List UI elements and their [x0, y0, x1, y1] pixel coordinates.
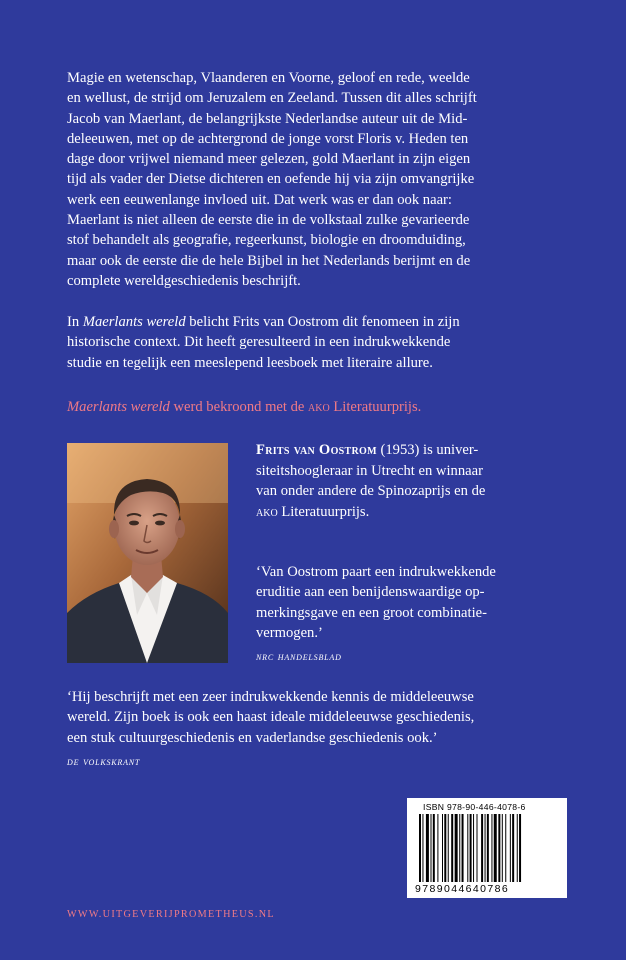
- description-line: werk een eeuwenlange invloed uit. Dat werk was er dan ook naar:: [67, 191, 452, 208]
- description-line: deleeuwen, met op de achtergrond de jonge vorst Floris v. Heden ten: [67, 130, 469, 147]
- description-line: stof behandelt als geografie, regeerkunst, biologie en droomduiding,: [67, 232, 466, 249]
- barcode-number: 9789044640786: [415, 883, 510, 895]
- context-prefix: In: [67, 314, 83, 330]
- description-paragraph: [67, 68, 567, 291]
- quote-line: vermogen.’: [256, 624, 323, 641]
- bio-rest: Literatuurprijs.: [277, 503, 370, 520]
- barcode-bar: [519, 814, 521, 882]
- barcode-bar: [431, 814, 432, 882]
- description-line: complete wereldgeschiedenis beschrijft.: [67, 272, 301, 289]
- quote-line: een stuk cultuurgeschiedenis en vaderlandse geschiedenis ook.’: [67, 729, 438, 746]
- barcode-bar: [505, 814, 506, 882]
- description-line: dage door vrijwel niemand meer gelezen, gold Maerlant in zijn eigen: [67, 151, 471, 168]
- award-end: Literatuurprijs.: [329, 399, 422, 415]
- barcode-bar: [455, 814, 458, 882]
- barcode-bar: [494, 814, 497, 882]
- quote-source: nrc handelsblad: [256, 649, 342, 664]
- bio-line: siteitshoogleraar in Utrecht en winnaar: [256, 462, 483, 479]
- bio-line: [256, 502, 485, 523]
- context-line: historische context. Dit heeft geresulteerd in een indrukwekkende: [67, 334, 451, 351]
- barcode-bar: [485, 814, 486, 882]
- barcode-bar: [470, 814, 472, 882]
- barcode-bar: [419, 814, 421, 882]
- review-quote-volkskrant: [67, 687, 474, 771]
- publisher-url[interactable]: WWW.UITGEVERIJPROMETHEUS.NL: [67, 909, 275, 920]
- barcode-bar: [498, 814, 500, 882]
- description-line: Maerlant is niet alleen de eerste die in de volkstaal zulke gevarieerde: [67, 212, 470, 229]
- author-bio: [256, 440, 485, 522]
- book-title: Maerlants wereld: [82, 314, 186, 330]
- description-line: maar ook de eerste die de hele Bijbel in het Nederlands berijmt en de: [67, 252, 471, 269]
- barcode-bar: [422, 814, 423, 882]
- barcode-bar: [451, 814, 453, 882]
- bio-line: van onder andere de Spinozaprijs en de: [256, 483, 486, 499]
- context-paragraph: [67, 312, 567, 373]
- description-line: en wellust, de strijd om Jeruzalem en Zeeland. Tussen dit alles schrijft: [67, 90, 477, 107]
- barcode-bar: [473, 814, 474, 882]
- barcode-bar: [512, 814, 514, 882]
- author-name: Frits van Oostrom: [256, 442, 377, 458]
- barcode-bar: [462, 814, 464, 882]
- description-line: Jacob van Maerlant, de belangrijkste Nederlandse auteur uit de Mid-: [67, 110, 468, 127]
- barcode-bar: [467, 814, 468, 882]
- description-line: tijd als vader der Dietse dichteren en oefende hij via zijn omvangrijke: [67, 171, 475, 188]
- award-line: [67, 397, 421, 417]
- barcode-bar: [442, 814, 443, 882]
- quote-line: ‘Hij beschrijft met een zeer indrukwekkende kennis de middeleeuwse: [67, 689, 474, 705]
- barcode-bar: [477, 814, 478, 882]
- context-suffix: belicht Frits van Oostrom dit fenomeen in zijn: [185, 314, 460, 330]
- quote-source: de volkskrant: [67, 753, 141, 768]
- review-quote-nrc: [256, 562, 496, 666]
- barcode-bars: [419, 814, 555, 884]
- quote-line: ‘Van Oostrom paart een indrukwekkende: [256, 564, 496, 580]
- barcode-bar: [433, 814, 435, 882]
- quote-line: merkingsgave en een groot combinatie-: [256, 604, 487, 621]
- barcode-bar: [444, 814, 446, 882]
- barcode-bar: [491, 814, 492, 882]
- barcode-bar: [517, 814, 518, 882]
- isbn-label: ISBN 978-90-446-4078-6: [423, 802, 526, 812]
- quote-line: eruditie aan een benijdenswaardige op-: [256, 584, 485, 601]
- barcode-bar: [448, 814, 449, 882]
- barcode-bar: [510, 814, 511, 882]
- bio-year: (1953) is univer-: [376, 442, 479, 458]
- context-line: [67, 312, 567, 332]
- award-middle: werd bekroond met de: [169, 399, 309, 415]
- barcode-bar: [437, 814, 438, 882]
- barcode-bar: [481, 814, 483, 882]
- barcode: [407, 798, 567, 898]
- barcode-bar: [487, 814, 489, 882]
- bio-org: ako: [256, 503, 278, 520]
- barcode-bar: [502, 814, 503, 882]
- barcode-bar: [426, 814, 429, 882]
- context-line: studie en tegelijk een meeslepend leesboek met literaire allure.: [67, 354, 433, 371]
- award-book-title: Maerlants wereld: [67, 399, 170, 415]
- description-line: Magie en wetenschap, Vlaanderen en Voorne, geloof en rede, weelde: [67, 70, 470, 86]
- quote-line: wereld. Zijn boek is ook een haast ideale middeleeuwse geschiedenis,: [67, 709, 475, 726]
- bio-line: [256, 440, 485, 461]
- barcode-bar: [459, 814, 460, 882]
- award-org: ako: [308, 399, 330, 415]
- author-photo: [67, 443, 228, 663]
